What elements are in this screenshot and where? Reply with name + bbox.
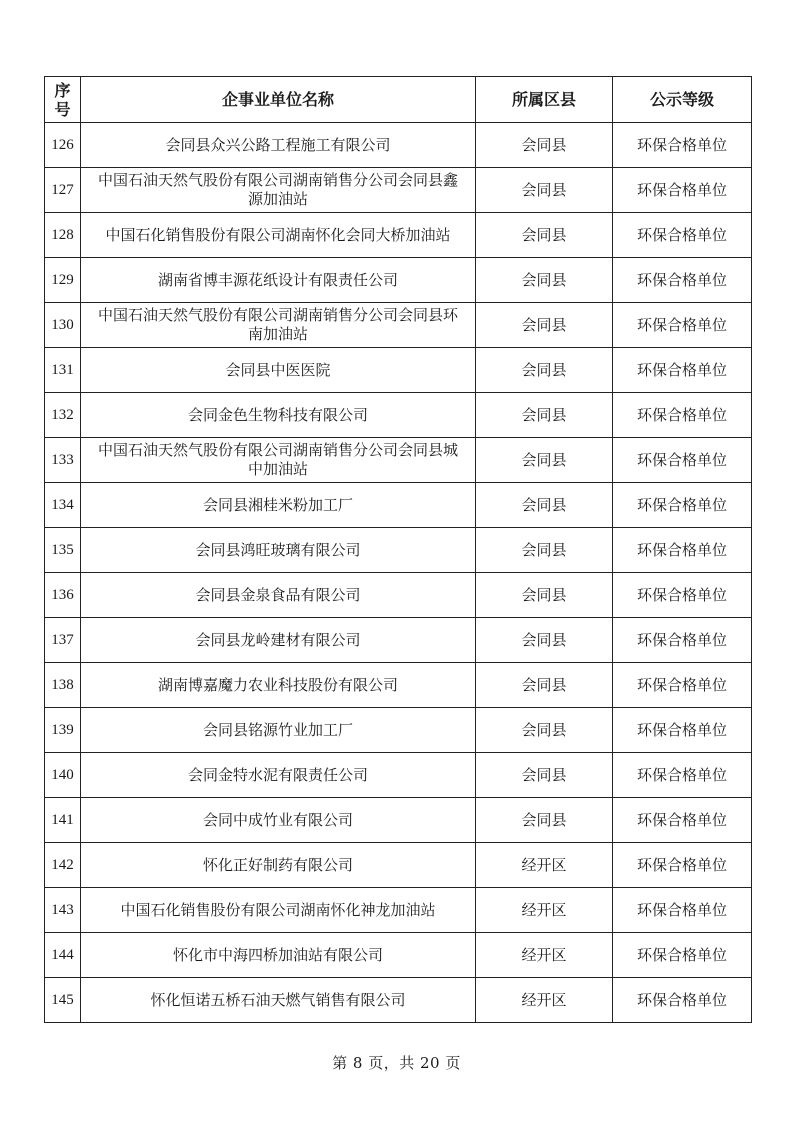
table-row: [45, 213, 752, 258]
page-number-text: 第 8 页，共 20 页: [332, 1054, 461, 1072]
table-row: [45, 168, 752, 213]
table-row: [45, 483, 752, 528]
cell-level: 环保合格单位: [613, 708, 752, 753]
cell-county: 会同县: [476, 258, 613, 303]
cell-level: 环保合格单位: [613, 888, 752, 933]
cell-county: 会同县: [476, 393, 613, 438]
cell-enterprise-name: 怀化市中海四桥加油站有限公司: [81, 933, 476, 978]
cell-county: 经开区: [476, 843, 613, 888]
cell-enterprise-name: 会同县中医医院: [81, 348, 476, 393]
cell-level: 环保合格单位: [613, 618, 752, 663]
cell-enterprise-name: 中国石油天然气股份有限公司湖南销售分公司会同县鑫源加油站: [81, 168, 476, 213]
cell-enterprise-name: 会同金色生物科技有限公司: [81, 393, 476, 438]
cell-enterprise-name: 会同金特水泥有限责任公司: [81, 753, 476, 798]
document-table-container: [44, 76, 751, 1023]
cell-serial-no: 131: [45, 348, 81, 393]
cell-enterprise-name: 会同县金泉食品有限公司: [81, 573, 476, 618]
cell-level: 环保合格单位: [613, 168, 752, 213]
cell-level: 环保合格单位: [613, 258, 752, 303]
cell-enterprise-name: 中国石化销售股份有限公司湖南怀化神龙加油站: [81, 888, 476, 933]
cell-level: 环保合格单位: [613, 348, 752, 393]
cell-enterprise-name: 怀化正好制药有限公司: [81, 843, 476, 888]
cell-serial-no: 140: [45, 753, 81, 798]
cell-county: 会同县: [476, 483, 613, 528]
cell-serial-no: 141: [45, 798, 81, 843]
cell-county: 经开区: [476, 888, 613, 933]
header-serial-no: 序号: [45, 77, 81, 123]
cell-enterprise-name: 怀化恒诺五桥石油天燃气销售有限公司: [81, 978, 476, 1023]
cell-county: 会同县: [476, 573, 613, 618]
cell-enterprise-name: 会同县众兴公路工程施工有限公司: [81, 123, 476, 168]
table-row: [45, 258, 752, 303]
table-row: [45, 888, 752, 933]
table-row: [45, 528, 752, 573]
cell-county: 会同县: [476, 303, 613, 348]
table-row: [45, 393, 752, 438]
cell-level: 环保合格单位: [613, 483, 752, 528]
cell-county: 会同县: [476, 168, 613, 213]
cell-level: 环保合格单位: [613, 123, 752, 168]
table-row: [45, 348, 752, 393]
cell-county: 会同县: [476, 618, 613, 663]
cell-level: 环保合格单位: [613, 573, 752, 618]
cell-serial-no: 139: [45, 708, 81, 753]
cell-serial-no: 126: [45, 123, 81, 168]
cell-serial-no: 136: [45, 573, 81, 618]
cell-enterprise-name: 中国石油天然气股份有限公司湖南销售分公司会同县环南加油站: [81, 303, 476, 348]
cell-county: 会同县: [476, 753, 613, 798]
cell-county: 经开区: [476, 978, 613, 1023]
cell-county: 会同县: [476, 123, 613, 168]
cell-enterprise-name: 中国石化销售股份有限公司湖南怀化会同大桥加油站: [81, 213, 476, 258]
cell-enterprise-name: 会同县鸿旺玻璃有限公司: [81, 528, 476, 573]
table-row: [45, 123, 752, 168]
cell-serial-no: 132: [45, 393, 81, 438]
header-enterprise-name: 企事业单位名称: [81, 77, 476, 123]
header-county: 所属区县: [476, 77, 613, 123]
cell-county: 会同县: [476, 348, 613, 393]
cell-level: 环保合格单位: [613, 753, 752, 798]
cell-level: 环保合格单位: [613, 303, 752, 348]
cell-level: 环保合格单位: [613, 933, 752, 978]
table-row: [45, 573, 752, 618]
cell-serial-no: 127: [45, 168, 81, 213]
cell-level: 环保合格单位: [613, 798, 752, 843]
table-row: [45, 663, 752, 708]
cell-serial-no: 142: [45, 843, 81, 888]
table-row: [45, 618, 752, 663]
table-row: [45, 933, 752, 978]
table-row: [45, 978, 752, 1023]
cell-county: 会同县: [476, 708, 613, 753]
cell-enterprise-name: 会同县湘桂米粉加工厂: [81, 483, 476, 528]
table-row: [45, 438, 752, 483]
cell-county: 会同县: [476, 528, 613, 573]
table-row: [45, 708, 752, 753]
cell-level: 环保合格单位: [613, 213, 752, 258]
cell-enterprise-name: 湖南省博丰源花纸设计有限责任公司: [81, 258, 476, 303]
cell-serial-no: 135: [45, 528, 81, 573]
cell-enterprise-name: 湖南博嘉魔力农业科技股份有限公司: [81, 663, 476, 708]
cell-serial-no: 128: [45, 213, 81, 258]
cell-serial-no: 145: [45, 978, 81, 1023]
header-level: 公示等级: [613, 77, 752, 123]
cell-enterprise-name: 会同县龙岭建材有限公司: [81, 618, 476, 663]
cell-level: 环保合格单位: [613, 978, 752, 1023]
cell-serial-no: 134: [45, 483, 81, 528]
table-row: [45, 798, 752, 843]
cell-serial-no: 138: [45, 663, 81, 708]
table-row: [45, 303, 752, 348]
cell-level: 环保合格单位: [613, 393, 752, 438]
table-header-row: [45, 77, 752, 123]
cell-county: 会同县: [476, 798, 613, 843]
cell-level: 环保合格单位: [613, 843, 752, 888]
cell-level: 环保合格单位: [613, 438, 752, 483]
cell-serial-no: 129: [45, 258, 81, 303]
table-row: [45, 843, 752, 888]
cell-enterprise-name: 中国石油天然气股份有限公司湖南销售分公司会同县城中加油站: [81, 438, 476, 483]
page-footer: [0, 1052, 793, 1073]
enterprise-list-table: [44, 76, 752, 1023]
cell-county: 会同县: [476, 663, 613, 708]
cell-serial-no: 130: [45, 303, 81, 348]
cell-serial-no: 144: [45, 933, 81, 978]
cell-serial-no: 143: [45, 888, 81, 933]
cell-level: 环保合格单位: [613, 663, 752, 708]
cell-serial-no: 137: [45, 618, 81, 663]
cell-serial-no: 133: [45, 438, 81, 483]
cell-county: 会同县: [476, 438, 613, 483]
cell-county: 会同县: [476, 213, 613, 258]
cell-enterprise-name: 会同县铭源竹业加工厂: [81, 708, 476, 753]
cell-enterprise-name: 会同中成竹业有限公司: [81, 798, 476, 843]
cell-county: 经开区: [476, 933, 613, 978]
table-row: [45, 753, 752, 798]
cell-level: 环保合格单位: [613, 528, 752, 573]
